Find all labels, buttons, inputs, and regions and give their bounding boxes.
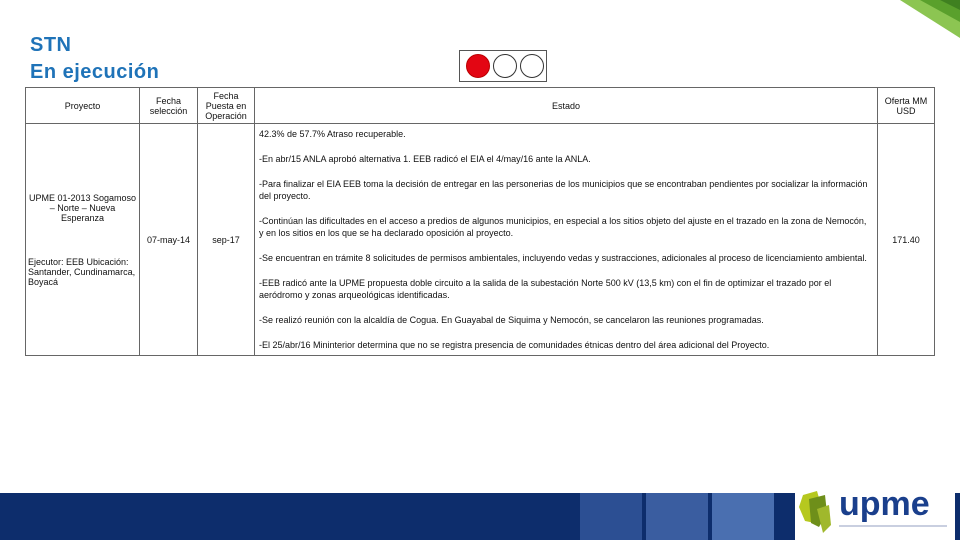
project-name: UPME 01-2013 Sogamoso – Norte – Nueva Esperanza: [28, 192, 137, 223]
traffic-light-indicator: [459, 50, 547, 82]
yellow-light-off-icon: [493, 54, 517, 78]
status-item: -Se realizó reunión con la alcaldía de Cogua. En Guayabal de Siquima y Nemocón, se cancelaron las reuniones programadas.: [259, 315, 764, 325]
project-cell: [26, 124, 140, 356]
project-status-table: [25, 87, 935, 356]
status-item: -El 25/abr/16 Mininterior determina que no se registra presencia de comunidades étnicas dentro del área adicional del Proyecto.: [259, 340, 770, 350]
table-row: [26, 124, 935, 356]
oferta-cell: 171.40: [878, 124, 935, 356]
page-title: [30, 32, 159, 86]
header-estado: Estado: [255, 88, 878, 124]
status-item: -EEB radicó ante la UPME propuesta doble circuito a la salida de la subestación Norte 500 kV (13,5 km) con el fin de optimizar el trazado por el aeródromo y zonas arqueológicas identificadas.: [259, 278, 832, 300]
footer-block: [646, 493, 708, 540]
project-executor: Ejecutor: EEB Ubicación: Santander, Cundinamarca, Boyacá: [28, 256, 136, 287]
header-oferta: Oferta MM USD: [878, 88, 935, 124]
header-fecha-seleccion: Fecha selección: [140, 88, 198, 124]
footer-block: [580, 493, 642, 540]
status-item: -En abr/15 ANLA aprobó alternativa 1. EEB radicó el EIA el 4/may/16 ante la ANLA.: [259, 154, 591, 164]
header-fecha-puesta: Fecha Puesta en Operación: [198, 88, 255, 124]
status-item: -Continúan las dificultades en el acceso a predios de algunos municipios, en especial a los sitios objeto del ajuste en el trazado en la zona de Nemocón, y en los sitios en los que se ha declarado oposición al proyecto.: [259, 216, 867, 238]
footer-block: [712, 493, 774, 540]
red-light-icon: [466, 54, 490, 78]
status-item: -Para finalizar el EIA EEB toma la decisión de entregar en las personerias de los municipios que se encontraban pendientes por socializar la información del proyecto.: [259, 179, 868, 201]
status-cell: [255, 124, 878, 356]
title-line-2: En ejecución: [30, 61, 160, 83]
fecha-seleccion-cell: 07-may-14: [140, 124, 198, 356]
green-light-off-icon: [520, 54, 544, 78]
header-proyecto: Proyecto: [26, 88, 140, 124]
logo-text: upme: [839, 485, 930, 523]
table-header-row: [26, 88, 935, 124]
status-item: 42.3% de 57.7% Atraso recuperable.: [259, 129, 406, 139]
title-line-1: STN: [30, 34, 72, 56]
fecha-puesta-cell: sep-17: [198, 124, 255, 356]
corner-decoration: [870, 0, 960, 40]
status-item: -Se encuentran en trámite 8 solicitudes de permisos ambientales, incluyendo vedas y sustracciones, adicionales al proceso de licenciamiento ambiental.: [259, 253, 867, 263]
upme-logo: [795, 483, 955, 540]
